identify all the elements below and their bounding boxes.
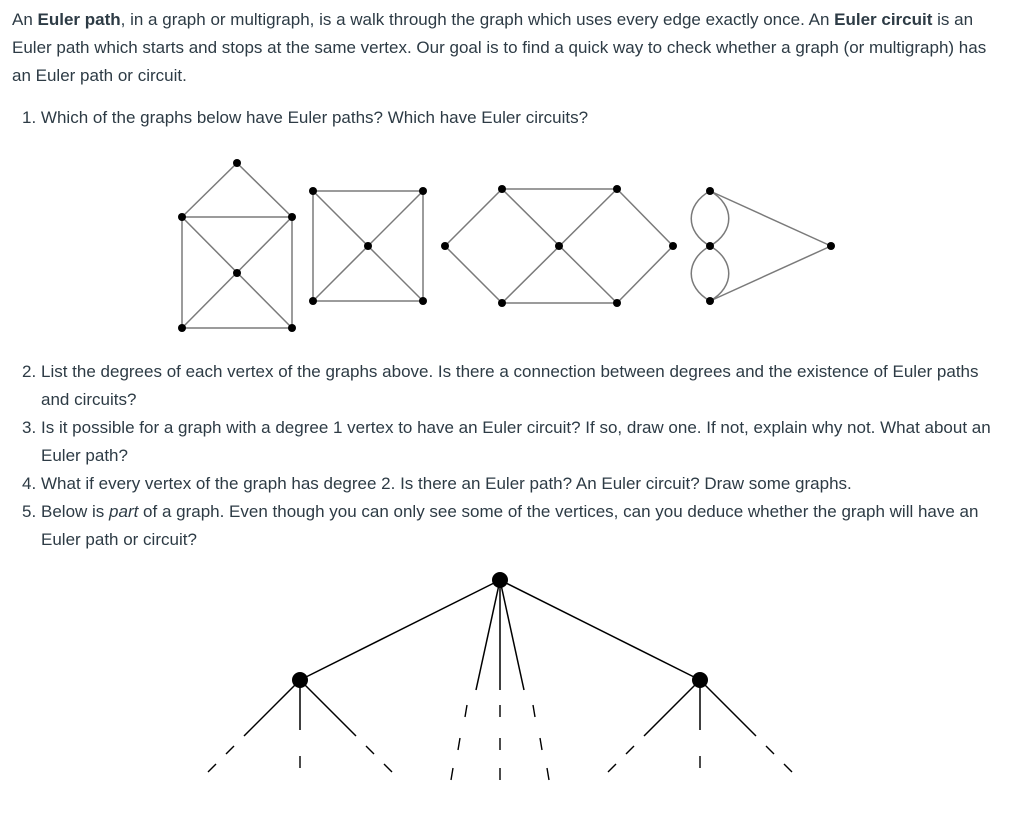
question-1 [22, 104, 588, 132]
vertex [288, 213, 296, 221]
vertex [669, 242, 677, 250]
vertex [492, 572, 508, 588]
vertex [441, 242, 449, 250]
intro-text-2: , in a graph or multigraph, is a walk through the graph which uses every edge exactly once. An [120, 10, 835, 29]
vertex [419, 297, 427, 305]
intro-paragraph [12, 6, 1002, 90]
emphasis-part: part [109, 502, 139, 521]
vertex [498, 185, 506, 193]
vertex [364, 242, 372, 250]
question-text: What if every vertex of the graph has degree 2. Is there an Euler path? An Euler circuit? Draw some graphs. [41, 474, 852, 493]
intro-text-1: An [12, 10, 38, 29]
vertex [233, 269, 241, 277]
vertex [498, 299, 506, 307]
question-list [22, 358, 1002, 554]
vertex [613, 299, 621, 307]
vertex [292, 672, 308, 688]
question-text: Which of the graphs below have Euler paths? Which have Euler circuits? [40, 108, 589, 127]
vertex [233, 159, 241, 167]
question-number: 5. [22, 502, 37, 521]
question-number: 4. [22, 474, 37, 493]
vertex [613, 185, 621, 193]
question-text: Below is part of a graph. Even though you can only see some of the vertices, can you deduce whether the graph will have an Euler path or circuit? [41, 502, 979, 549]
question-item [22, 414, 1002, 470]
term-euler-circuit: Euler circuit [834, 10, 933, 29]
partial-graph-figure [0, 560, 1024, 800]
vertex [706, 242, 714, 250]
vertex [827, 242, 835, 250]
question-text: List the degrees of each vertex of the graphs above. Is there a connection between degrees and the existence of Euler paths and circuits? [41, 362, 979, 409]
question-item [22, 358, 1002, 414]
vertex [419, 187, 427, 195]
vertex [555, 242, 563, 250]
vertex [692, 672, 708, 688]
question-number: 1. [22, 108, 37, 127]
intro-text-3: is an Euler path which starts and stops at the same vertex. Our goal is to find a quick way to check whether a graph (or multigraph) has an Euler path or circuit. [12, 10, 987, 85]
dashed-continuations [208, 705, 792, 780]
question-number: 3. [22, 418, 37, 437]
vertex [288, 324, 296, 332]
vertex [309, 187, 317, 195]
graph-1 [182, 163, 292, 328]
question-number: 2. [22, 362, 37, 381]
vertex [309, 297, 317, 305]
example-graphs-figure [0, 150, 1024, 340]
question-item [22, 470, 1002, 498]
term-euler-path: Euler path [37, 10, 121, 29]
vertex [178, 213, 186, 221]
question-text: Is it possible for a graph with a degree 1 vertex to have an Euler circuit? If so, draw one. If not, explain why not. What about an Euler path? [41, 418, 991, 465]
vertex [706, 187, 714, 195]
vertex [706, 297, 714, 305]
vertex [178, 324, 186, 332]
question-item [22, 498, 1002, 554]
